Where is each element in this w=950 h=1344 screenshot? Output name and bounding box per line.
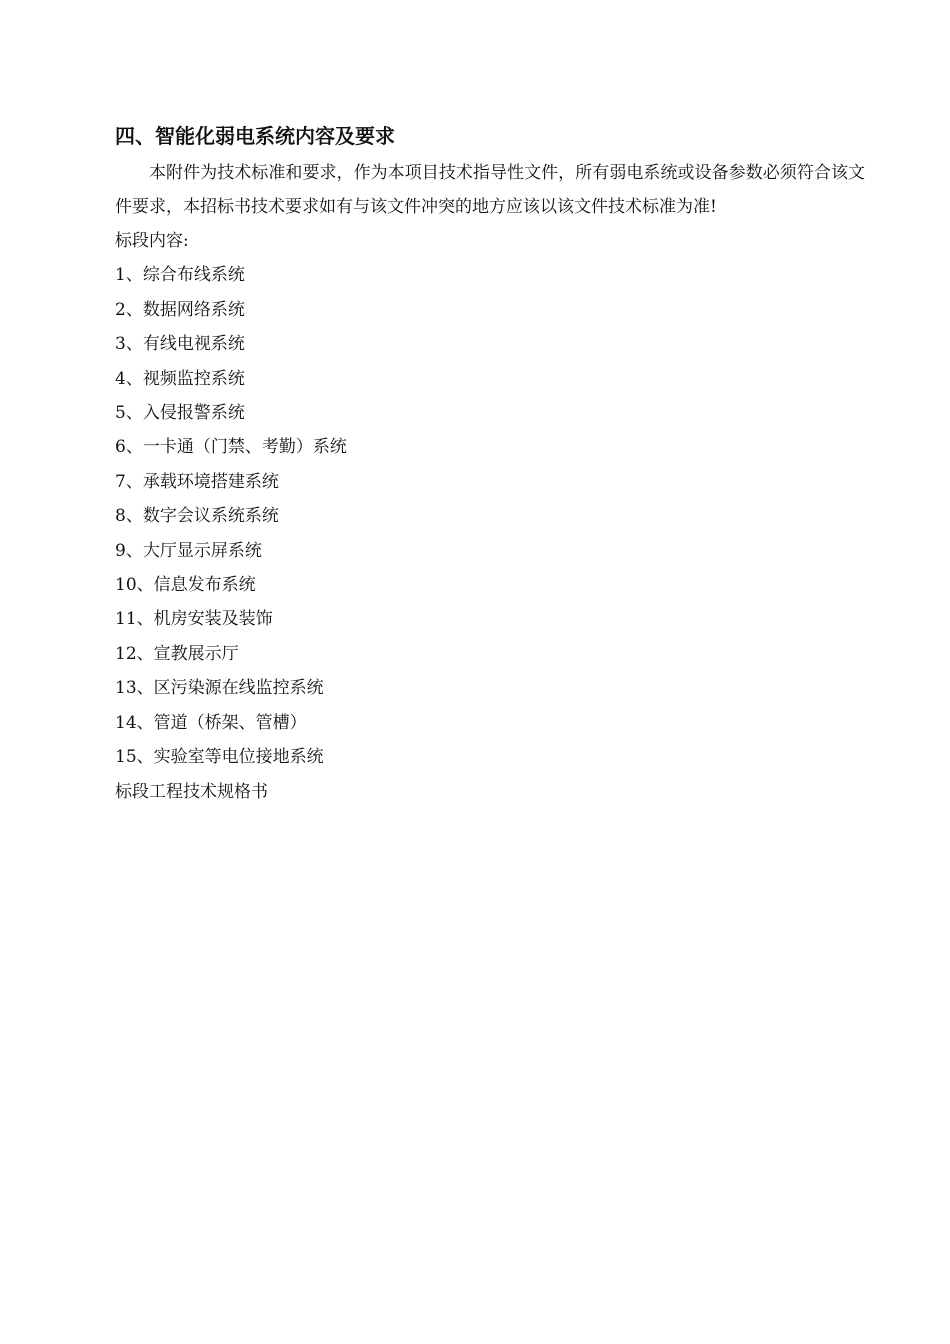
system-list	[115, 258, 865, 774]
section-heading: 四、智能化弱电系统内容及要求	[115, 124, 395, 148]
list-item: 3、有线电视系统	[115, 334, 245, 355]
intro-paragraph: 本附件为技术标准和要求，作为本项目技术指导性文件，所有弱电系统或设备参数必须符合该文件要求，本招标书技术要求如有与该文件冲突的地方应该以该文件技术标准为准!	[115, 163, 865, 217]
footer-line: 标段工程技术规格书	[115, 781, 268, 802]
section-label: 标段内容:	[115, 231, 189, 251]
list-item: 10、信息发布系统	[115, 575, 256, 596]
document-content	[115, 120, 865, 809]
list-item: 7、承载环境搭建系统	[115, 471, 279, 492]
list-item: 5、入侵报警系统	[115, 403, 245, 424]
list-item: 9、大厅显示屏系统	[115, 540, 262, 561]
list-item: 4、视频监控系统	[115, 368, 245, 389]
list-item: 8、数字会议系统系统	[115, 506, 279, 527]
list-item: 11、机房安装及装饰	[115, 609, 273, 630]
list-item: 1、综合布线系统	[115, 265, 245, 286]
list-item: 15、实验室等电位接地系统	[115, 747, 324, 768]
list-item: 13、区污染源在线监控系统	[115, 678, 324, 699]
list-item: 2、数据网络系统	[115, 299, 245, 320]
list-item: 14、管道（桥架、管槽）	[115, 712, 307, 733]
list-item: 6、一卡通（门禁、考勤）系统	[115, 437, 347, 458]
list-item: 12、宣教展示厅	[115, 643, 239, 664]
